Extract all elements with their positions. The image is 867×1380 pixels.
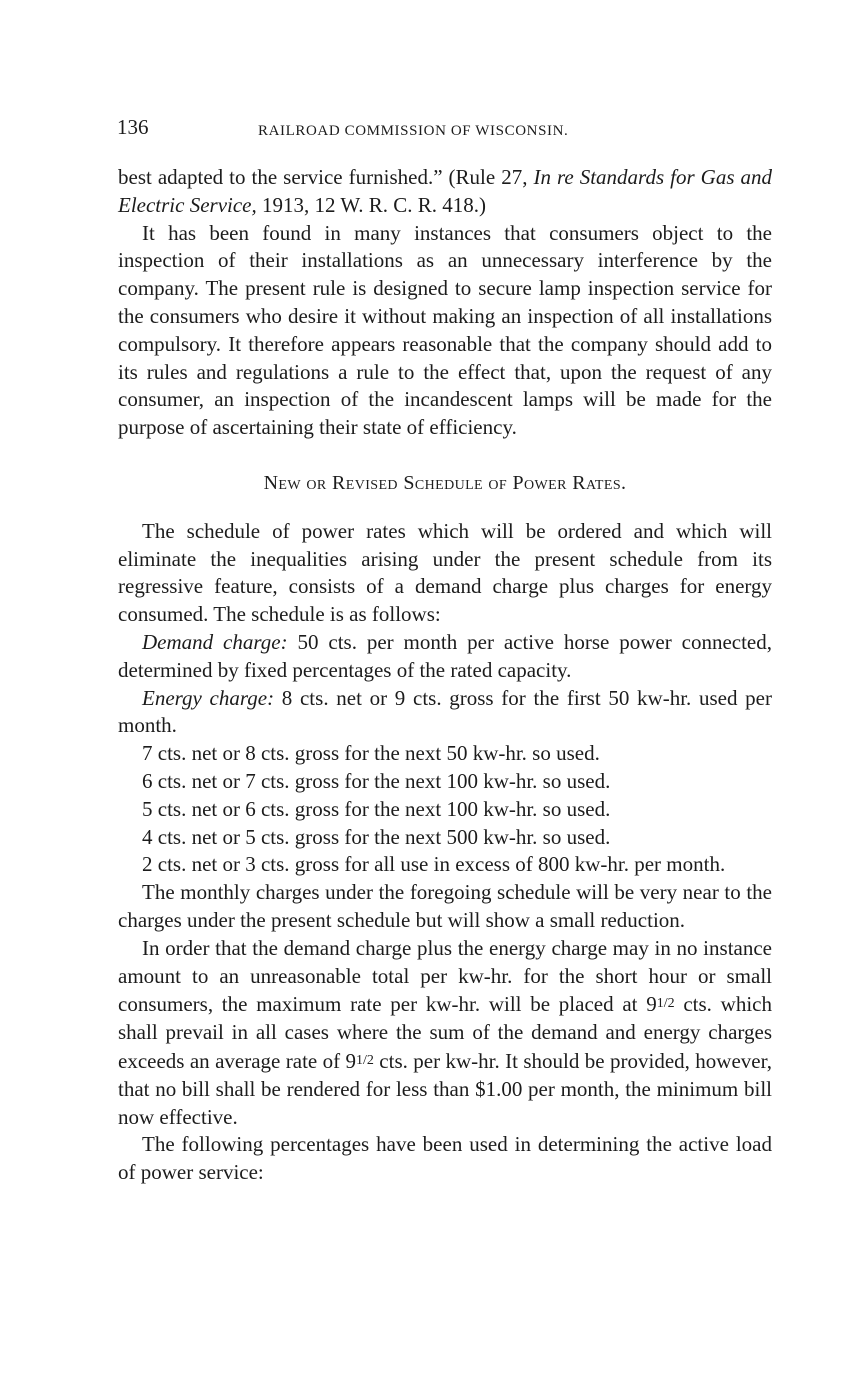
paragraph-maximum-rate	[118, 935, 772, 1132]
rate-line: 2 cts. net or 3 cts. gross for all use in excess of 800 kw-hr. per month.	[142, 852, 726, 877]
fraction-half: 1/2	[656, 996, 675, 1012]
running-head: RAILROAD COMMISSION OF WISCONSIN.	[258, 123, 569, 139]
paragraph-lamp-inspection: It has been found in many instances that consumers object to the inspection of their installations as an unnecessary interference by the company. The present rule is designed to secure lamp inspection service for the consumers who desire it without making an inspection of all installations compulsory. It therefore appears reasonable that the company should add to its rules and regulations a rule to the effect that, upon the request of any consumer, an inspection of the incandescent lamps will be made for the purpose of ascertaining their state of efficiency.	[118, 220, 772, 440]
paragraph-monthly-charges: The monthly charges under the foregoing schedule will be very near to the charges under the present schedule but will show a small reduction.	[118, 880, 772, 932]
paragraph-rule-citation	[118, 164, 772, 220]
citation-title: In re Standards for Gas and Electric Service,	[118, 165, 773, 217]
rate-line: 5 cts. net or 6 cts. gross for the next 100 kw-hr. so used.	[142, 796, 611, 821]
demand-charge-label: Demand charge:	[142, 629, 288, 654]
maximum-rate-text-3: cts. per kw-hr. It should be provided, however, that no bill shall be rendered for less than $1.00 per month, the minimum bill now effective.	[118, 1048, 772, 1129]
page-number: 136	[117, 115, 149, 139]
demand-charge-text: 50 cts. per month per active horse power connected, determined by fixed percentages of the rated capacity.	[118, 629, 772, 682]
paragraph-demand-charge	[118, 629, 772, 685]
paragraph-percentages: The following percentages have been used in determining the active load of power service:	[118, 1132, 772, 1185]
energy-charge-label: Energy charge:	[142, 685, 275, 710]
citation-reference: 1913, 12 W. R. C. R. 418.)	[256, 192, 487, 217]
rate-line: 4 cts. net or 5 cts. gross for the next 500 kw-hr. so used.	[142, 824, 611, 849]
citation-text: best adapted to the service furnished.” (Rule 27,	[118, 165, 534, 189]
paragraph-energy-charge	[118, 685, 772, 741]
rate-line: 7 cts. net or 8 cts. gross for the next 50 kw-hr. so used.	[142, 741, 600, 766]
maximum-rate-text-2: cts. which shall prevail in all cases where the sum of the demand and energy charges exceeds an average rate of 9	[118, 992, 772, 1073]
fraction-half: 1/2	[356, 1052, 374, 1068]
document-page	[118, 112, 772, 1187]
rate-line: 6 cts. net or 7 cts. gross for the next 100 kw-hr. so used.	[142, 768, 611, 793]
maximum-rate-text-1: In order that the demand charge plus the energy charge may in no instance amount to an unreasonable total per kw-hr. for the short hour or small consumers, the maximum rate per kw-hr. will be placed at 9	[118, 935, 772, 1017]
energy-charge-text: 8 cts. net or 9 cts. gross for the first 50 kw-hr. used per month.	[118, 685, 772, 738]
section-heading: New or Revised Schedule of Power Rates.	[263, 471, 627, 494]
paragraph-schedule-intro: The schedule of power rates which will be ordered and which will eliminate the inequalities arising under the present schedule from its regressive feature, consists of a demand charge plus charges for energy consumed. The schedule is as follows:	[118, 518, 772, 627]
page-header	[118, 112, 772, 146]
